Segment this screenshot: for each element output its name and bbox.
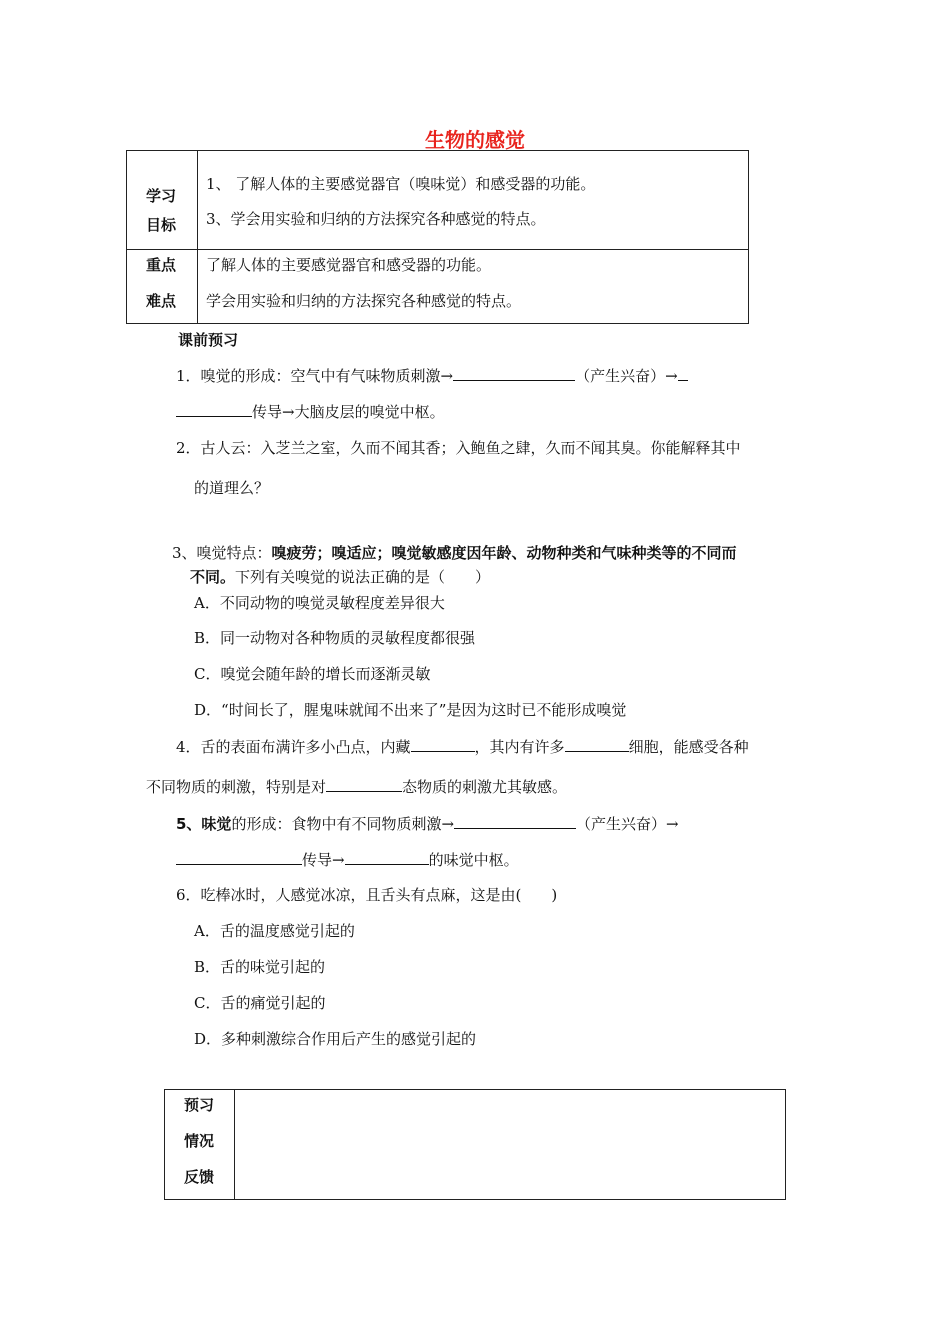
- objective-item: 1、 了解人体的主要感觉器官（嗅味觉）和感受器的功能。: [206, 175, 596, 193]
- question-text: 下列有关嗅觉的说法正确的是（ ）: [235, 568, 491, 586]
- question-6: 6．吃棒冰时，人感觉冰凉，且舌头有点麻，这是由( ): [176, 886, 558, 904]
- key-points-label: 难点: [146, 292, 177, 310]
- question-text: 3、嗅觉特点：: [172, 544, 272, 562]
- key-points-label: 重点: [146, 256, 177, 274]
- objective-item: 3、学会用实验和归纳的方法探究各种感觉的特点。: [206, 210, 546, 228]
- question-4-cont: [146, 776, 567, 797]
- question-text: 传导→大脑皮层的嗅觉中枢。: [252, 403, 445, 421]
- question-text: （产生兴奋）→: [575, 367, 678, 385]
- option-a: A．不同动物的嗅觉灵敏程度差异很大: [194, 594, 445, 612]
- answer-blank[interactable]: [326, 777, 402, 792]
- objectives-label: 目标: [146, 216, 177, 234]
- feedback-input-area[interactable]: [235, 1090, 785, 1199]
- question-3: [172, 542, 737, 563]
- answer-blank[interactable]: [454, 814, 576, 829]
- question-3-cont: [190, 566, 490, 587]
- answer-blank[interactable]: [678, 366, 688, 381]
- feedback-label: 预习: [184, 1096, 215, 1114]
- option-c: C．舌的痛觉引起的: [194, 994, 326, 1012]
- option-b: B．同一动物对各种物质的灵敏程度都很强: [194, 629, 476, 647]
- question-4: [176, 736, 749, 757]
- answer-blank[interactable]: [411, 737, 475, 752]
- preview-heading: 课前预习: [178, 331, 239, 349]
- option-d: D．多种刺激综合作用后产生的感觉引起的: [194, 1030, 477, 1048]
- feedback-label: 反馈: [184, 1168, 215, 1186]
- question-text: 的形成：食物中有不同物质刺激→: [231, 815, 455, 833]
- answer-blank[interactable]: [176, 402, 252, 417]
- option-b: B．舌的味觉引起的: [194, 958, 326, 976]
- question-1: [176, 365, 688, 386]
- objectives-label: 学习: [146, 187, 177, 205]
- question-text: 传导→: [302, 851, 345, 869]
- question-5: [176, 813, 679, 834]
- question-text: 细胞，能感受各种: [628, 738, 749, 756]
- option-a: A．舌的温度感觉引起的: [194, 922, 355, 940]
- question-text: 态物质的刺激尤其敏感。: [402, 778, 568, 796]
- question-text: 的味觉中枢。: [428, 851, 519, 869]
- question-bold-text: 嗅疲劳；嗅适应；嗅觉敏感度因年龄、动物种类和气味种类等的不同而: [271, 544, 737, 562]
- question-5-cont: [176, 849, 519, 870]
- question-2: 2．古人云：入芝兰之室，久而不闻其香；入鲍鱼之肆，久而不闻其臭。你能解释其中: [176, 439, 741, 457]
- answer-blank[interactable]: [453, 366, 575, 381]
- question-text: 4．舌的表面布满许多小凸点，内藏: [176, 738, 411, 756]
- question-text: ，其内有许多: [474, 738, 565, 756]
- option-d: D．“时间长了，腥鬼味就闻不出来了”是因为这时已不能形成嗅觉: [194, 701, 627, 719]
- question-bold-text: 5、味觉: [176, 815, 232, 833]
- question-bold-text: 不同。: [190, 568, 236, 586]
- feedback-label: 情况: [184, 1132, 215, 1150]
- option-c: C．嗅觉会随年龄的增长而逐渐灵敏: [194, 665, 431, 683]
- question-2-cont: 的道理么？: [194, 479, 270, 497]
- table-divider: [197, 150, 198, 324]
- question-text: 不同物质的刺激，特别是对: [146, 778, 327, 796]
- answer-blank[interactable]: [176, 850, 302, 865]
- question-text: （产生兴奋）→: [576, 815, 679, 833]
- answer-blank[interactable]: [345, 850, 429, 865]
- question-text: 1．嗅觉的形成：空气中有气味物质刺激→: [176, 367, 454, 385]
- table-divider: [126, 249, 749, 250]
- page-title: 生物的感觉: [425, 128, 525, 152]
- answer-blank[interactable]: [565, 737, 629, 752]
- key-point-item: 了解人体的主要感觉器官和感受器的功能。: [206, 256, 492, 274]
- key-point-item: 学会用实验和归纳的方法探究各种感觉的特点。: [206, 292, 522, 310]
- question-1-cont: [176, 401, 445, 422]
